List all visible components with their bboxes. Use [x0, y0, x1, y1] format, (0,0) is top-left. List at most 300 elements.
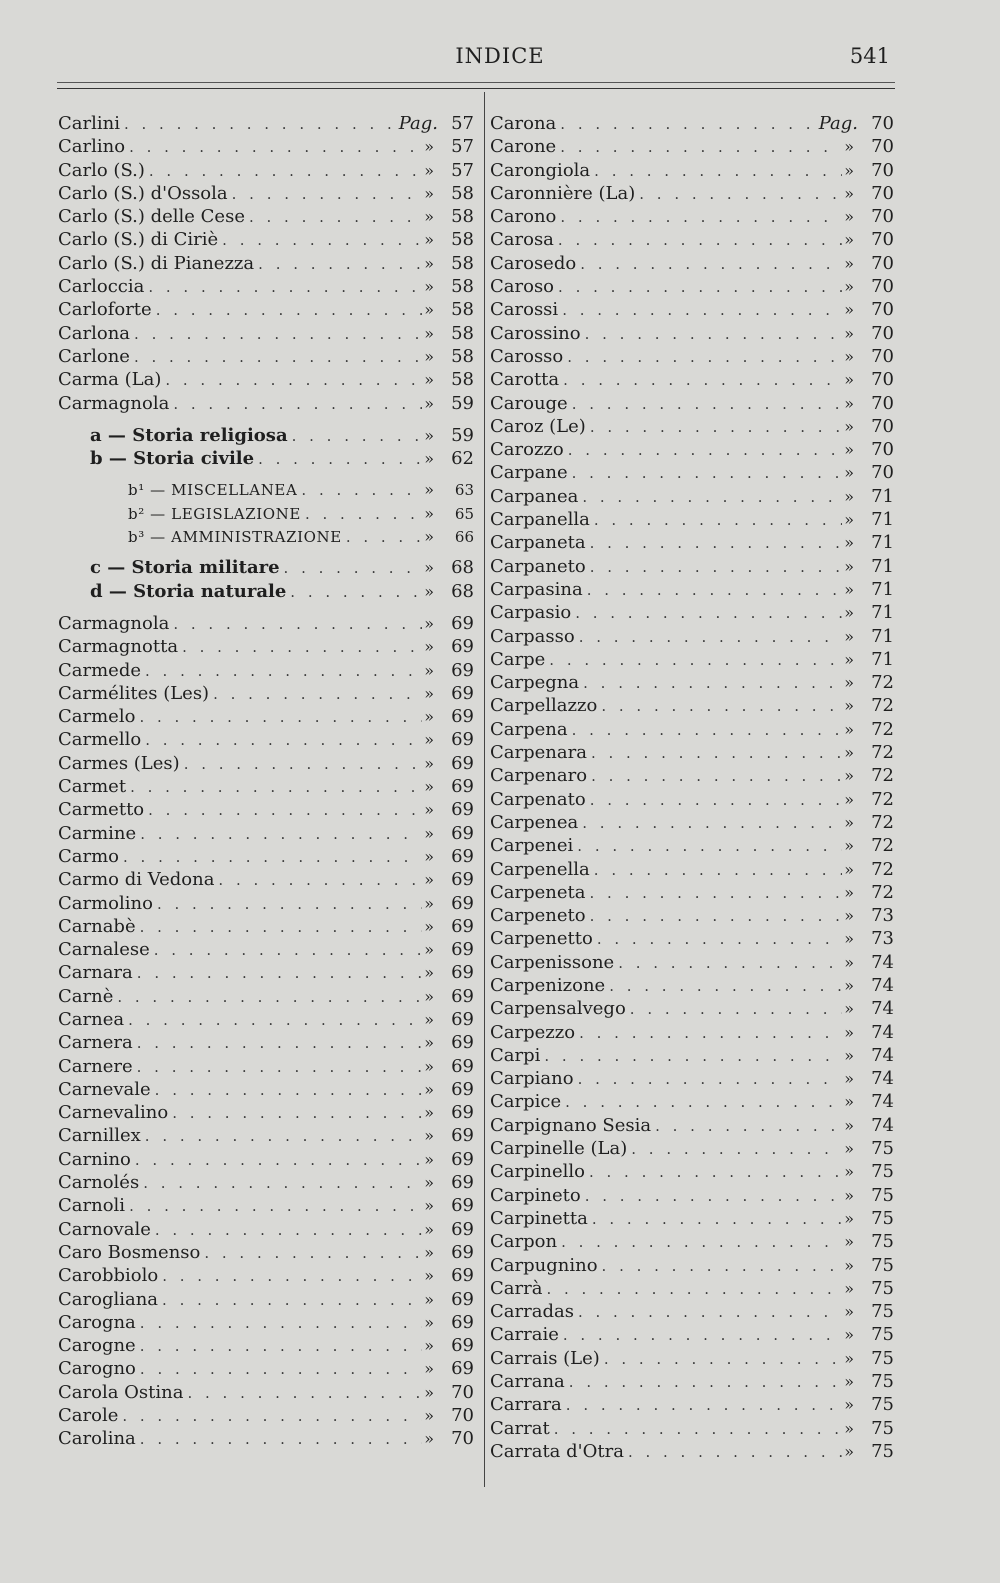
index-entry	[58, 1194, 474, 1217]
index-entry	[58, 682, 474, 705]
entry-page-number: 69	[451, 682, 474, 704]
dot-leader	[168, 1102, 422, 1125]
dot-leader	[651, 1115, 842, 1138]
dot-leader	[153, 893, 422, 916]
dot-leader	[169, 393, 422, 416]
entry-name: Carpegna	[490, 672, 580, 694]
entry-page-number: 58	[451, 229, 474, 251]
entry-name: Carnea	[58, 1008, 125, 1030]
dot-leader	[113, 986, 422, 1009]
entry-page-number: 69	[451, 962, 474, 984]
ditto-mark: »	[424, 893, 434, 913]
entry-name: Carobbiolo	[58, 1265, 159, 1287]
entry-name: Carrata d'Otra	[490, 1440, 624, 1462]
index-entry	[58, 1381, 474, 1404]
ditto-mark: »	[844, 789, 854, 809]
entry-name: Carnera	[58, 1032, 133, 1054]
dot-leader	[297, 479, 422, 502]
ditto-mark: »	[844, 603, 854, 623]
ditto-mark: »	[844, 999, 854, 1019]
ditto-mark: »	[844, 556, 854, 576]
entry-page-number: 69	[451, 752, 474, 774]
dot-leader	[141, 660, 422, 683]
entry-page-number: 66	[454, 528, 474, 547]
entry-name: Carogliana	[58, 1288, 159, 1310]
ditto-mark: »	[424, 370, 434, 390]
dot-leader	[571, 602, 842, 625]
entry-page-number: 71	[871, 485, 894, 507]
ditto-mark: »	[844, 1348, 854, 1368]
entry-page-number: 69	[451, 822, 474, 844]
dot-leader	[144, 799, 422, 822]
ditto-mark: »	[424, 1219, 434, 1239]
ditto-mark: »	[424, 800, 434, 820]
index-entry	[490, 625, 894, 648]
ditto-mark: »	[424, 1103, 434, 1123]
ditto-mark: »	[424, 870, 434, 890]
entry-page-number: 70	[871, 345, 894, 367]
index-entry	[490, 1207, 894, 1230]
entry-name: Carnovale	[58, 1218, 151, 1240]
dot-leader	[579, 672, 842, 695]
index-entry	[58, 845, 474, 868]
entry-page-number: 71	[871, 578, 894, 600]
dot-leader	[626, 998, 842, 1021]
index-entry	[490, 1393, 894, 1416]
index-entry	[490, 741, 894, 764]
index-entry	[490, 1370, 894, 1393]
ditto-mark: »	[844, 1185, 854, 1205]
dot-leader	[581, 1185, 843, 1208]
entry-name: Carmagnotta	[58, 636, 179, 658]
dot-leader	[133, 962, 422, 985]
entry-name: Carnino	[58, 1148, 131, 1170]
index-entry	[58, 752, 474, 775]
entry-name: Carloforte	[58, 299, 152, 321]
entry-page-number: 74	[871, 951, 894, 973]
entry-page-number: 69	[451, 1172, 474, 1194]
entry-page-number: 70	[871, 415, 894, 437]
ditto-mark: »	[424, 730, 434, 750]
ditto-mark: »	[424, 300, 434, 320]
index-entry	[490, 1184, 894, 1207]
index-entry	[58, 345, 474, 368]
entry-name: Carpignano Sesia	[490, 1114, 652, 1136]
index-entry	[58, 298, 474, 321]
entry-page-number: 69	[451, 892, 474, 914]
index-entry	[490, 904, 894, 927]
entry-name: Carrà	[490, 1277, 543, 1299]
dot-leader	[586, 532, 843, 555]
entry-page-number: 75	[871, 1371, 894, 1393]
dot-leader	[574, 1301, 842, 1324]
entry-page-number: 71	[871, 625, 894, 647]
index-entry	[58, 798, 474, 821]
entry-page-number: 69	[451, 985, 474, 1007]
index-entry	[58, 556, 474, 579]
index-entry	[490, 974, 894, 997]
index-entry	[58, 1124, 474, 1147]
ditto-mark: »	[844, 836, 854, 856]
entry-name: Carpeneta	[490, 881, 586, 903]
dot-leader	[593, 928, 842, 951]
entry-page-number: 75	[871, 1277, 894, 1299]
dot-leader	[130, 323, 422, 346]
dot-leader	[586, 416, 842, 439]
entry-page-number: 72	[871, 858, 894, 880]
dot-leader	[151, 1219, 422, 1242]
ditto-mark: »	[844, 766, 854, 786]
index-entry	[58, 205, 474, 228]
index-entry	[490, 461, 894, 484]
entry-page-number: 65	[454, 504, 474, 523]
entry-name: Carpenei	[490, 835, 574, 857]
dot-leader	[583, 579, 843, 602]
entry-name: b² — LEGISLAZIONE	[128, 504, 301, 523]
dot-leader	[218, 229, 422, 252]
dot-leader	[586, 556, 843, 579]
dot-leader	[590, 160, 842, 183]
index-entry	[490, 182, 894, 205]
entry-page-number: 69	[451, 1195, 474, 1217]
entry-name: Carpenetto	[490, 928, 593, 950]
ditto-mark: »	[844, 463, 854, 483]
entry-page-number: 71	[871, 648, 894, 670]
dot-leader	[342, 526, 422, 549]
ditto-mark: »	[844, 1045, 854, 1065]
index-entry	[490, 415, 894, 438]
entry-page-number: 62	[451, 448, 474, 470]
entry-page-number: 72	[871, 695, 894, 717]
entry-name: Carlo (S.) delle Cese	[58, 206, 245, 228]
index-entry	[490, 601, 894, 624]
dot-leader	[554, 229, 842, 252]
entry-page-number: 69	[451, 1241, 474, 1263]
dot-leader	[139, 1172, 422, 1195]
entry-name: Caroso	[490, 276, 555, 298]
index-entry	[490, 788, 894, 811]
ditto-mark: »	[844, 1115, 854, 1135]
index-entry	[490, 881, 894, 904]
entry-name: Carmo di Vedona	[58, 869, 215, 891]
index-entry	[490, 252, 894, 275]
index-entry	[58, 1404, 474, 1427]
entry-name: Carloccia	[58, 276, 145, 298]
ditto-mark: »	[844, 1302, 854, 1322]
index-entry	[490, 1114, 894, 1137]
entry-page-number: 70	[871, 299, 894, 321]
entry-page-number: 74	[871, 1068, 894, 1090]
dot-leader	[280, 557, 423, 580]
entry-name: Carone	[490, 136, 557, 158]
entry-page-number: 72	[871, 881, 894, 903]
entry-name: Carpanea	[490, 485, 579, 507]
dot-leader	[561, 1091, 842, 1114]
entry-page-number: 58	[451, 252, 474, 274]
dot-leader	[120, 113, 397, 136]
dot-leader	[133, 1056, 423, 1079]
index-entry	[58, 915, 474, 938]
entry-name: Carozzo	[490, 439, 564, 461]
entry-page-number: 72	[871, 718, 894, 740]
index-entry	[490, 1090, 894, 1113]
entry-name: Carpi	[490, 1044, 541, 1066]
ditto-mark: »	[844, 1255, 854, 1275]
entry-name: Carono	[490, 206, 557, 228]
entry-name: Carpane	[490, 462, 568, 484]
entry-name: Carpinello	[490, 1161, 585, 1183]
entry-page-number: 58	[451, 345, 474, 367]
index-entry	[490, 135, 894, 158]
ditto-mark: »	[844, 1372, 854, 1392]
entry-page-number: 69	[451, 1032, 474, 1054]
entry-page-number: 70	[871, 322, 894, 344]
entry-page-number: 69	[451, 1218, 474, 1240]
ditto-mark: »	[424, 1079, 434, 1099]
index-entry	[490, 531, 894, 554]
entry-name: Carmagnola	[58, 612, 170, 634]
index-entry	[58, 447, 474, 470]
dot-leader	[152, 299, 423, 322]
entry-name: Carnara	[58, 962, 133, 984]
entry-name: c — Storia militare	[90, 557, 280, 579]
index-entry	[490, 764, 894, 787]
entry-page-number: 69	[451, 1358, 474, 1380]
entry-page-number: 57	[451, 159, 474, 181]
index-entry	[58, 728, 474, 751]
dot-leader	[214, 869, 422, 892]
entry-name: a — Storia religiosa	[90, 424, 288, 446]
index-entry	[58, 182, 474, 205]
dot-leader	[136, 1428, 422, 1451]
dot-leader	[578, 812, 842, 835]
index-entry	[58, 1078, 474, 1101]
dot-leader	[540, 1045, 842, 1068]
entry-page-number: 75	[871, 1207, 894, 1229]
ditto-mark: »	[424, 1266, 434, 1286]
entry-page-number: 70	[871, 229, 894, 251]
ditto-mark: »	[844, 579, 854, 599]
dot-leader	[135, 706, 422, 729]
entry-name: Carpenaro	[490, 765, 588, 787]
entry-name: Carmetto	[58, 799, 145, 821]
entry-name: Carpensalvego	[490, 998, 626, 1020]
ditto-mark: »	[424, 613, 434, 633]
ditto-mark: »	[424, 1009, 434, 1029]
index-entry	[58, 1264, 474, 1287]
ditto-mark: »	[844, 137, 854, 157]
entry-page-number: 75	[871, 1161, 894, 1183]
index-entry	[58, 1218, 474, 1241]
ditto-mark: »	[424, 1336, 434, 1356]
entry-page-number: 58	[451, 369, 474, 391]
ditto-mark: »	[424, 1149, 434, 1169]
index-entry	[58, 612, 474, 635]
index-entry	[490, 1417, 894, 1440]
ditto-mark: »	[424, 1173, 434, 1193]
entry-page-number: 69	[451, 659, 474, 681]
entry-name: Carolina	[58, 1428, 136, 1450]
entry-name: Carossi	[490, 299, 559, 321]
ditto-mark: »	[844, 370, 854, 390]
index-entry	[58, 135, 474, 158]
entry-name: Carnere	[58, 1055, 133, 1077]
entry-page-number: 70	[871, 182, 894, 204]
index-entry	[58, 1148, 474, 1171]
dot-leader	[288, 425, 423, 448]
entry-page-number: 75	[871, 1394, 894, 1416]
ditto-mark: »	[844, 673, 854, 693]
ditto-mark: »	[424, 963, 434, 983]
ditto-mark: »	[424, 1312, 434, 1332]
ditto-mark: »	[844, 393, 854, 413]
ditto-mark: »	[844, 253, 854, 273]
dot-leader	[598, 1255, 843, 1278]
index-entry	[490, 858, 894, 881]
entry-name: Carpasso	[490, 625, 575, 647]
index-entry	[58, 938, 474, 961]
index-entry	[490, 1230, 894, 1253]
dot-leader	[136, 823, 422, 846]
index-entry	[58, 478, 474, 501]
dot-leader	[124, 1009, 422, 1032]
entry-name: Carpice	[490, 1091, 562, 1113]
ditto-mark: »	[844, 1395, 854, 1415]
ditto-mark: »	[424, 183, 434, 203]
ditto-mark: »	[424, 753, 434, 773]
entry-name: Carradas	[490, 1301, 574, 1323]
entry-page-number: 75	[871, 1440, 894, 1462]
entry-page-number: 74	[871, 1021, 894, 1043]
entry-page-number: 69	[451, 1265, 474, 1287]
ditto-mark: »	[844, 230, 854, 250]
entry-page-number: 69	[451, 1008, 474, 1030]
dot-leader	[161, 369, 422, 392]
ditto-mark: »	[844, 696, 854, 716]
entry-name: Carosso	[490, 345, 564, 367]
entry-name: Carnevale	[58, 1078, 151, 1100]
dot-leader	[151, 1079, 423, 1102]
dot-leader	[209, 683, 422, 706]
entry-name: Carnillex	[58, 1125, 141, 1147]
page-prefix: Pag.	[818, 113, 858, 134]
entry-page-number: 75	[871, 1417, 894, 1439]
index-entry	[58, 1008, 474, 1031]
dot-leader	[600, 1348, 842, 1371]
entry-page-number: 57	[451, 113, 474, 134]
ditto-mark: »	[844, 440, 854, 460]
entry-name: Carpinelle (La)	[490, 1138, 628, 1160]
index-entry	[490, 1440, 894, 1463]
index-entry	[58, 985, 474, 1008]
ditto-mark: »	[844, 533, 854, 553]
index-entry	[490, 1254, 894, 1277]
entry-name: Carlone	[58, 345, 130, 367]
entry-page-number: 72	[871, 788, 894, 810]
ditto-mark: »	[424, 1382, 434, 1402]
entry-page-number: 75	[871, 1184, 894, 1206]
entry-name: Carogne	[58, 1335, 136, 1357]
index-entry	[58, 705, 474, 728]
entry-page-number: 75	[871, 1347, 894, 1369]
ditto-mark: »	[844, 1325, 854, 1345]
dot-leader	[141, 729, 422, 752]
dot-leader	[558, 299, 842, 322]
dot-leader	[125, 136, 422, 159]
ditto-mark: »	[844, 812, 854, 832]
index-entry	[58, 1241, 474, 1264]
index-entry	[490, 811, 894, 834]
entry-name: Carmagnola	[58, 392, 170, 414]
entry-page-number: 72	[871, 672, 894, 694]
entry-name: Carossino	[490, 322, 581, 344]
dot-leader	[590, 859, 842, 882]
index-entry	[490, 578, 894, 601]
index-entry	[490, 205, 894, 228]
dot-leader	[183, 1382, 422, 1405]
index-entry	[58, 635, 474, 658]
dot-leader	[557, 1231, 842, 1254]
dot-leader	[568, 719, 843, 742]
ditto-mark: »	[844, 323, 854, 343]
ditto-mark: »	[844, 626, 854, 646]
entry-name: Carpineto	[490, 1184, 581, 1206]
dot-leader	[573, 835, 842, 858]
ditto-mark: »	[424, 846, 434, 866]
index-entry	[490, 1044, 894, 1067]
ditto-mark: »	[424, 480, 434, 500]
entry-name: Carpon	[490, 1231, 558, 1253]
ditto-mark: »	[844, 1069, 854, 1089]
dot-leader	[586, 882, 843, 905]
entry-page-number: 58	[451, 299, 474, 321]
ditto-mark: »	[424, 1406, 434, 1426]
index-entry	[490, 1021, 894, 1044]
dot-leader	[130, 346, 422, 369]
entry-name: Caronnière (La)	[490, 182, 636, 204]
dot-leader	[562, 1394, 842, 1417]
ditto-mark: »	[844, 1278, 854, 1298]
ditto-mark: »	[424, 1429, 434, 1449]
index-entry	[58, 368, 474, 391]
index-entry	[58, 1171, 474, 1194]
dot-leader	[585, 1161, 842, 1184]
entry-page-number: 75	[871, 1301, 894, 1323]
index-entry	[58, 322, 474, 345]
ditto-mark: »	[424, 323, 434, 343]
index-entry	[58, 659, 474, 682]
ditto-mark: »	[424, 137, 434, 157]
index-entry	[490, 368, 894, 391]
entry-page-number: 69	[451, 1311, 474, 1333]
entry-page-number: 69	[451, 729, 474, 751]
ditto-mark: »	[424, 986, 434, 1006]
ditto-mark: »	[424, 277, 434, 297]
ditto-mark: »	[424, 253, 434, 273]
entry-name: Carlino	[58, 136, 126, 158]
entry-page-number: 69	[451, 845, 474, 867]
entry-page-number: 69	[451, 1078, 474, 1100]
entry-page-number: 75	[871, 1138, 894, 1160]
index-entry	[58, 112, 474, 135]
ditto-mark: »	[424, 1242, 434, 1262]
entry-page-number: 75	[871, 1231, 894, 1253]
dot-leader	[624, 1441, 842, 1464]
dot-leader	[144, 276, 422, 299]
entry-name: Carmelo	[58, 706, 136, 728]
entry-name: Carmede	[58, 659, 142, 681]
page-number: 541	[849, 44, 890, 68]
